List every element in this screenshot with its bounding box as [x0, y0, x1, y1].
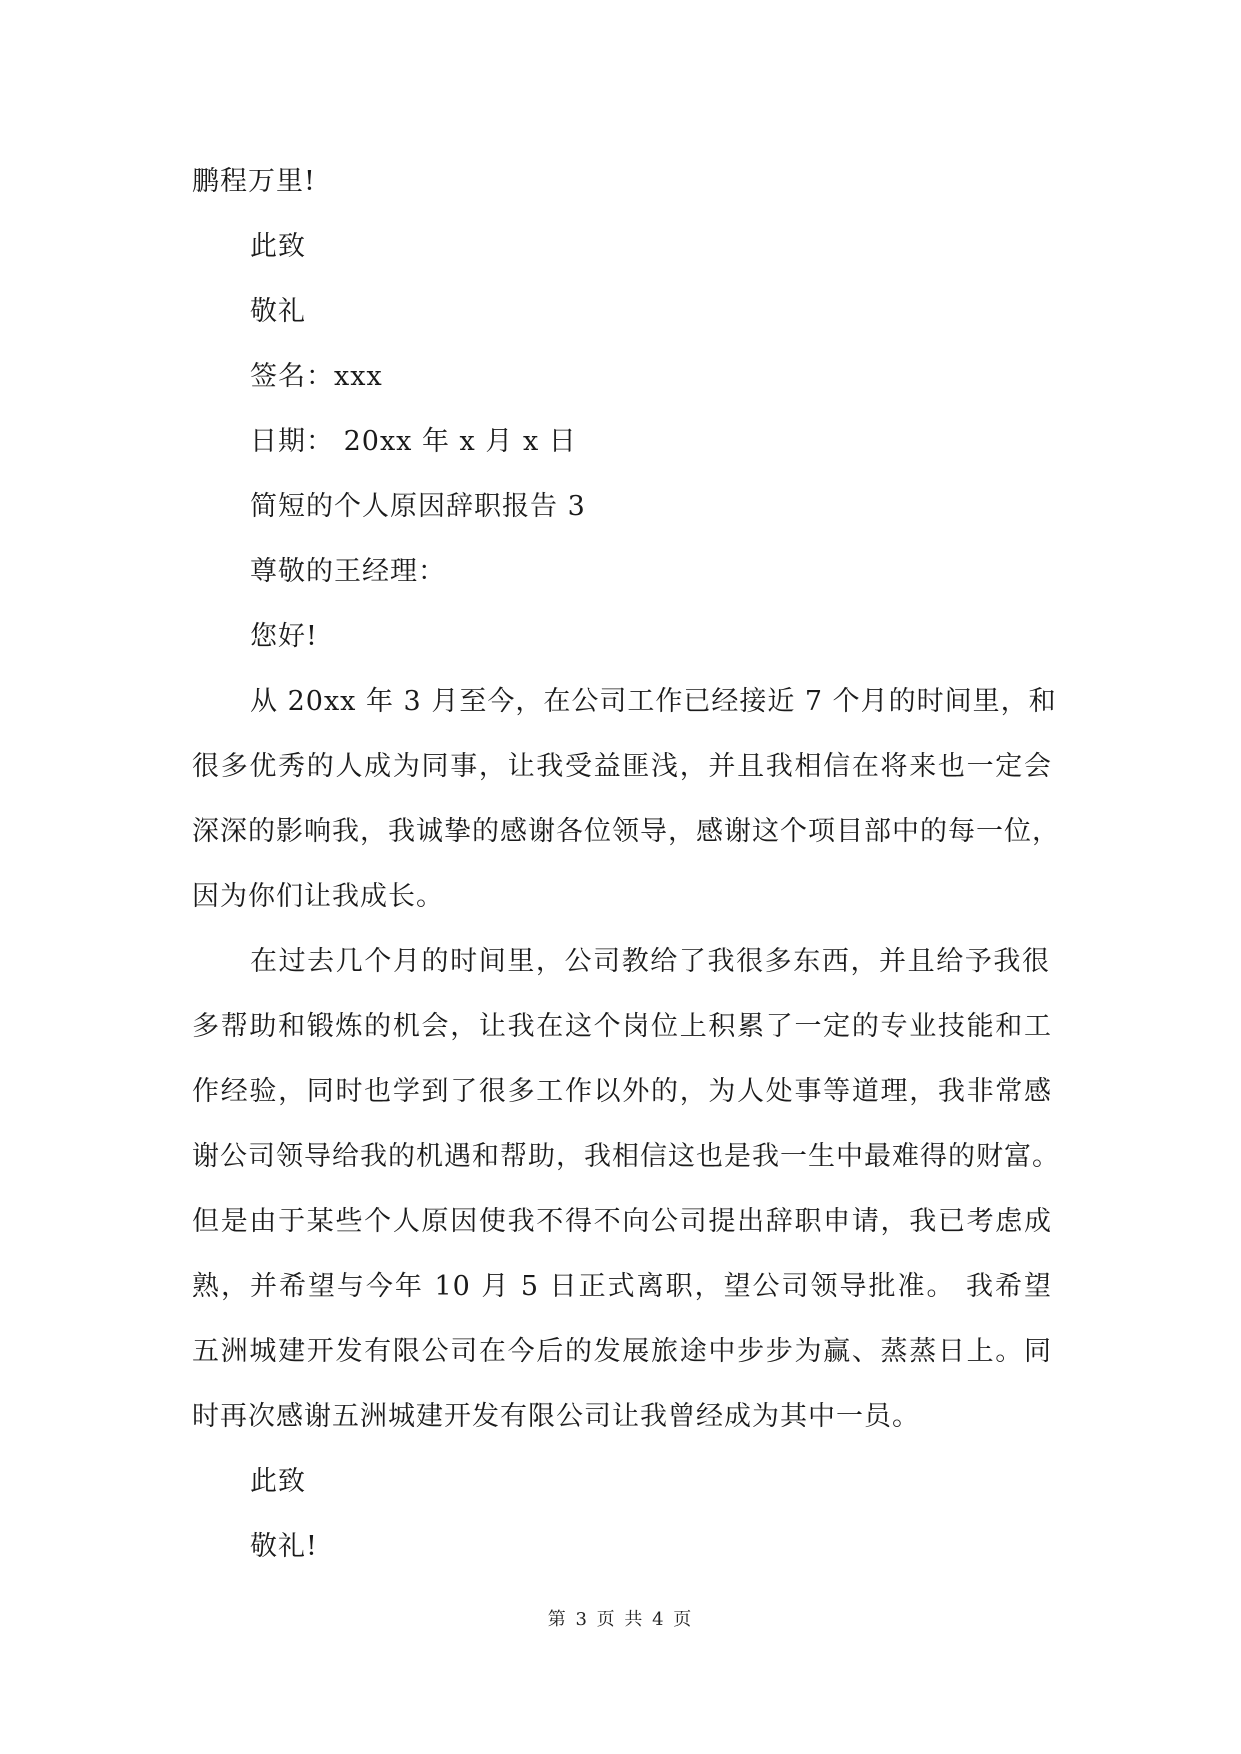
paragraph-1-line-2: 很多优秀的人成为同事，让我受益匪浅，并且我相信在将来也一定会: [192, 751, 1052, 782]
paragraph-2-line-1: 在过去几个月的时间里，公司教给了我很多东西，并且给予我很: [250, 946, 1050, 977]
closing-wish-line: 鹏程万里!: [192, 166, 316, 197]
signature-line: 签名：xxx: [250, 361, 383, 392]
paragraph-2-line-3: 作经验，同时也学到了很多工作以外的，为人处事等道理，我非常感: [192, 1076, 1052, 1107]
letter-hello: 您好!: [250, 621, 318, 652]
section-title: 简短的个人原因辞职报告 3: [250, 491, 586, 522]
letter-greeting: 尊敬的王经理：: [250, 556, 446, 587]
paragraph-2-line-5: 但是由于某些个人原因使我不得不向公司提出辞职申请，我已考虑成: [192, 1206, 1052, 1237]
salutation-jingli: 敬礼: [250, 296, 306, 327]
paragraph-2-line-7: 五洲城建开发有限公司在今后的发展旅途中步步为赢、蒸蒸日上。同: [192, 1336, 1052, 1367]
paragraph-1-line-1: 从 20xx 年 3 月至今，在公司工作已经接近 7 个月的时间里，和: [250, 686, 1057, 717]
paragraph-1-line-4: 因为你们让我成长。: [192, 881, 444, 912]
paragraph-2-line-6: 熟，并希望与今年 10 月 5 日正式离职，望公司领导批准。 我希望: [192, 1271, 1052, 1302]
paragraph-2-line-4: 谢公司领导给我的机遇和帮助，我相信这也是我一生中最难得的财富。: [192, 1141, 1060, 1172]
paragraph-2-line-8: 时再次感谢五洲城建开发有限公司让我曾经成为其中一员。: [192, 1401, 920, 1432]
salutation-cizhi: 此致: [250, 231, 306, 262]
paragraph-2-line-2: 多帮助和锻炼的机会，让我在这个岗位上积累了一定的专业技能和工: [192, 1011, 1052, 1042]
paragraph-1-line-3: 深深的影响我，我诚挚的感谢各位领导，感谢这个项目部中的每一位，: [192, 816, 1060, 847]
closing-cizhi: 此致: [250, 1466, 306, 1497]
date-line: 日期： 20xx 年 x 月 x 日: [250, 426, 577, 457]
page-number-footer: 第 3 页 共 4 页: [547, 1609, 694, 1630]
closing-jingli: 敬礼!: [250, 1531, 318, 1562]
